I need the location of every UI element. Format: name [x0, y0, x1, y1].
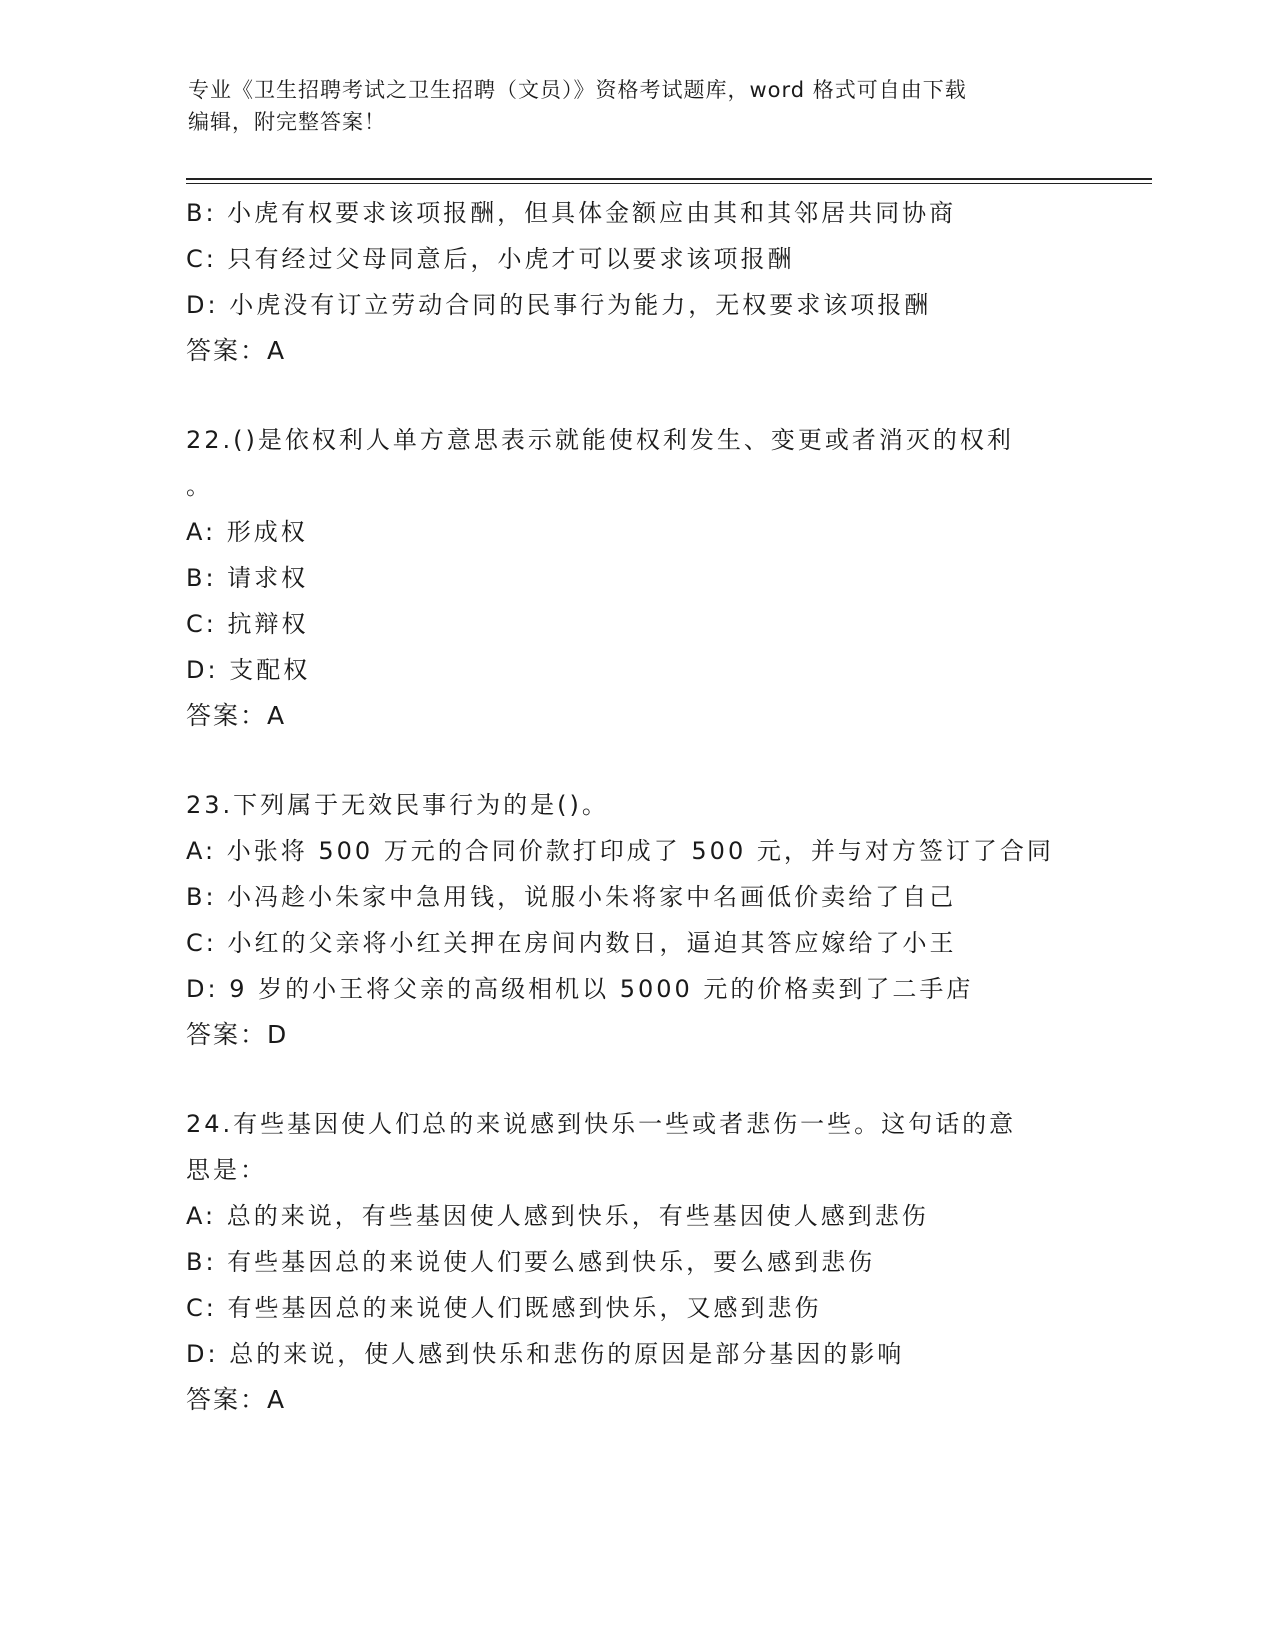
q21-option-b: B: 小虎有权要求该项报酬，但具体金额应由其和其邻居共同协商: [186, 199, 957, 227]
question-21-tail: [186, 190, 1086, 374]
q24-stem-line-2: 思是：: [186, 1156, 267, 1184]
q24-option-b: B: 有些基因总的来说使人们要么感到快乐，要么感到悲伤: [186, 1248, 876, 1276]
q23-option-d: D: 9 岁的小王将父亲的高级相机以 5000 元的价格卖到了二手店: [186, 975, 974, 1003]
q24-option-d: D: 总的来说，使人感到快乐和悲伤的原因是部分基因的影响: [186, 1340, 905, 1368]
q22-option-a: A: 形成权: [186, 518, 308, 546]
header-title-line-2: 编辑，附完整答案！: [188, 110, 386, 134]
spacer: [186, 374, 1086, 417]
q21-option-d: D: 小虎没有订立劳动合同的民事行为能力，无权要求该项报酬: [186, 291, 932, 319]
question-content: [186, 190, 1086, 1423]
q24-option-a: A: 总的来说，有些基因使人感到快乐，有些基因使人感到悲伤: [186, 1202, 929, 1230]
spacer: [186, 739, 1086, 782]
q22-stem-line-1: 22.()是依权利人单方意思表示就能使权利发生、变更或者消灭的权利: [186, 426, 1014, 454]
q22-option-d: D: 支配权: [186, 656, 311, 684]
question-23: [186, 782, 1086, 1058]
q22-option-c: C: 抗辩权: [186, 610, 309, 638]
question-22: [186, 417, 1086, 739]
q24-option-c: C: 有些基因总的来说使人们既感到快乐，又感到悲伤: [186, 1294, 822, 1322]
header-title-line-1: 专业《卫生招聘考试之卫生招聘（文员）》资格考试题库，word 格式可自由下载: [188, 78, 967, 102]
question-24: [186, 1101, 1086, 1423]
q23-answer: 答案：D: [186, 1020, 289, 1049]
header-divider-thick: [186, 178, 1152, 180]
q24-answer: 答案：A: [186, 1385, 287, 1414]
spacer: [186, 1058, 1086, 1101]
q23-option-b: B: 小冯趁小朱家中急用钱，说服小朱将家中名画低价卖给了自己: [186, 883, 957, 911]
q23-option-a: A: 小张将 500 万元的合同价款打印成了 500 元，并与对方签订了合同: [186, 837, 1054, 865]
q23-stem: 23.下列属于无效民事行为的是()。: [186, 791, 609, 819]
header-divider-thin: [186, 183, 1152, 184]
q24-stem-line-1: 24.有些基因使人们总的来说感到快乐一些或者悲伤一些。这句话的意: [186, 1110, 1017, 1138]
q22-answer: 答案：A: [186, 701, 287, 730]
q22-stem-line-2: 。: [186, 472, 213, 500]
document-header: [188, 74, 1068, 138]
q21-answer: 答案：A: [186, 336, 287, 365]
q22-option-b: B: 请求权: [186, 564, 309, 592]
q23-option-c: C: 小红的父亲将小红关押在房间内数日，逼迫其答应嫁给了小王: [186, 929, 957, 957]
q21-option-c: C: 只有经过父母同意后，小虎才可以要求该项报酬: [186, 245, 795, 273]
